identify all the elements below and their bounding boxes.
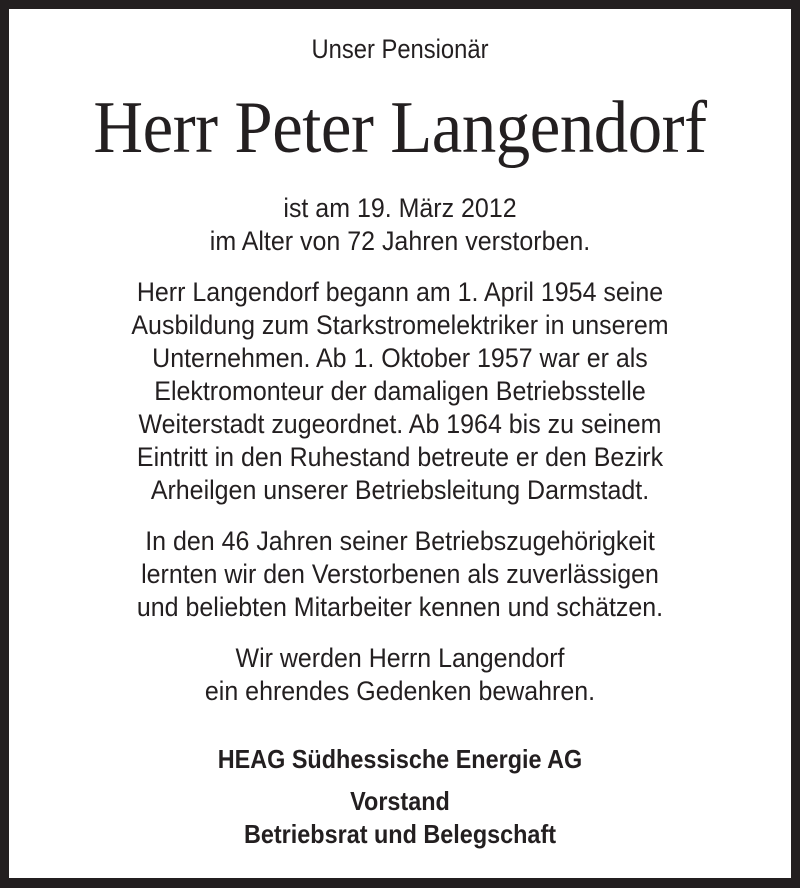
career-line: Weiterstadt zugeordnet. Ab 1964 bis zu seinem: [138, 409, 662, 439]
death-line: im Alter von 72 Jahren verstorben.: [209, 226, 591, 256]
tribute-paragraph: [30, 525, 770, 624]
tribute-line: und beliebten Mitarbeiter kennen und schätzen.: [136, 592, 664, 622]
career-line: Eintritt in den Ruhestand betreute er den Bezirk: [136, 442, 664, 472]
signature-staff: Betriebsrat und Belegschaft: [243, 819, 557, 849]
career-line: Herr Langendorf begann am 1. April 1954 seine: [136, 277, 664, 307]
death-line: ist am 19. März 2012: [283, 193, 517, 223]
career-line: Ausbildung zum Starkstromelektriker in unserem: [131, 310, 669, 340]
notice-kicker: Unser Pensionär: [311, 34, 489, 64]
signature-company: HEAG Südhessische Energie AG: [217, 744, 583, 774]
death-announcement: [30, 192, 770, 258]
career-line: Arheilgen unserer Betriebsleitung Darmstadt.: [150, 475, 650, 505]
remembrance-line: ein ehrendes Gedenken bewahren.: [204, 676, 596, 706]
career-line: Elektromonteur der damaligen Betriebsstelle: [154, 376, 646, 406]
remembrance-line: Wir werden Herrn Langendorf: [235, 643, 565, 673]
deceased-name-heading: Herr Peter Langendorf: [93, 87, 707, 169]
career-line: Unternehmen. Ab 1. Oktober 1957 war er als: [152, 343, 648, 373]
career-paragraph: [30, 276, 770, 507]
tribute-line: In den 46 Jahren seiner Betriebszugehörigkeit: [145, 526, 655, 556]
tribute-line: lernten wir den Verstorbenen als zuverlässigen: [141, 559, 659, 589]
remembrance-paragraph: [30, 642, 770, 708]
signature-board: Vorstand: [350, 786, 450, 816]
